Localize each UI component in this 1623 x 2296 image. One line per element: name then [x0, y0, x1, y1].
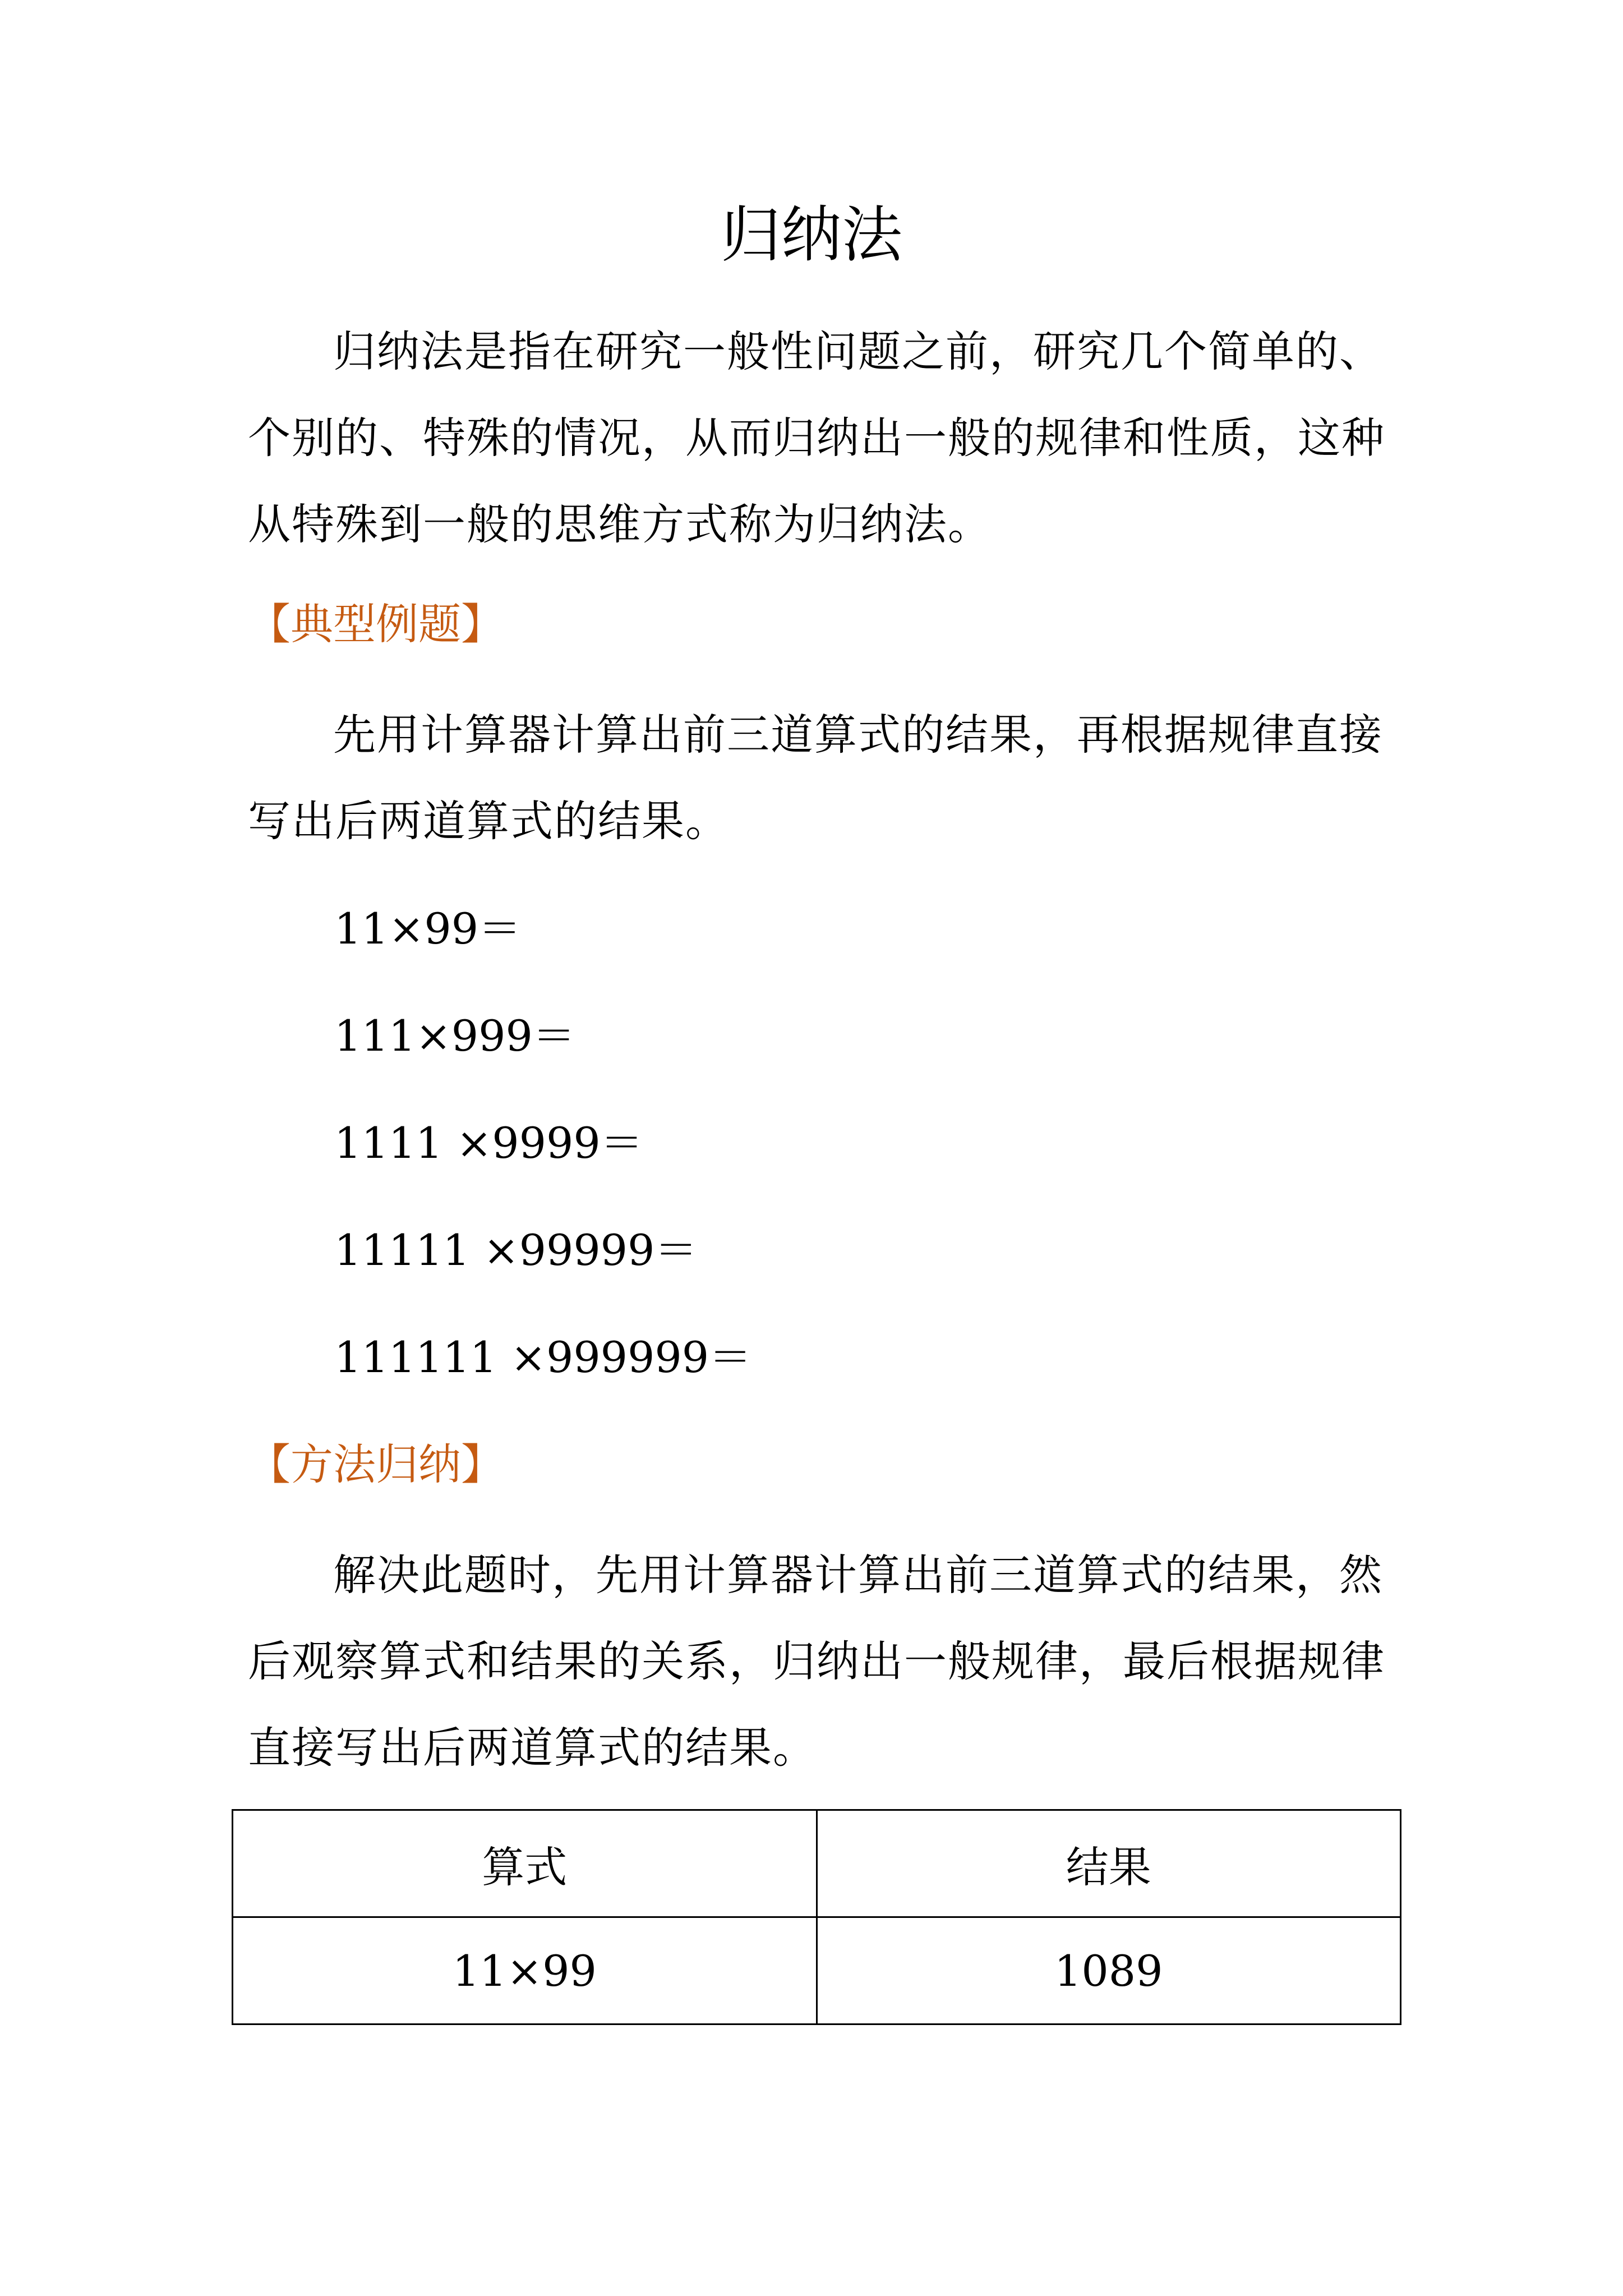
page-title: 归纳法: [720, 200, 902, 270]
table-cell-result: 1089: [817, 1917, 1401, 2024]
table-row: [233, 1917, 1401, 2024]
formula-line: 111111 ×999999＝: [334, 1332, 752, 1382]
table-header-formula: 算式: [233, 1810, 817, 1917]
method-heading: 【方法归纳】: [248, 1439, 504, 1489]
formula-line: 111×999＝: [334, 1011, 575, 1061]
formula-result-table: [232, 1809, 1401, 2025]
example-paragraph: 先用计算器计算出前三道算式的结果，再根据规律直接写出后两道算式的结果。: [248, 710, 1383, 846]
intro-paragraph: 归纳法是指在研究一般性问题之前，研究几个简单的、个别的、特殊的情况，从而归纳出一般的规律和性质，这种从特殊到一般的思维方式称为归纳法。: [248, 326, 1385, 549]
table-header-row: [233, 1810, 1401, 1917]
formula-line: 1111 ×9999＝: [334, 1118, 643, 1168]
table-header-result: 结果: [817, 1810, 1401, 1917]
example-heading: 【典型例题】: [248, 599, 504, 649]
method-paragraph: 解决此题时，先用计算器计算出前三道算式的结果，然后观察算式和结果的关系，归纳出一般规律，最后根据规律直接写出后两道算式的结果。: [248, 1550, 1385, 1773]
table-cell-formula: 11×99: [233, 1917, 817, 2024]
formula-line: 11×99＝: [334, 904, 522, 954]
formula-line: 11111 ×99999＝: [334, 1225, 698, 1275]
